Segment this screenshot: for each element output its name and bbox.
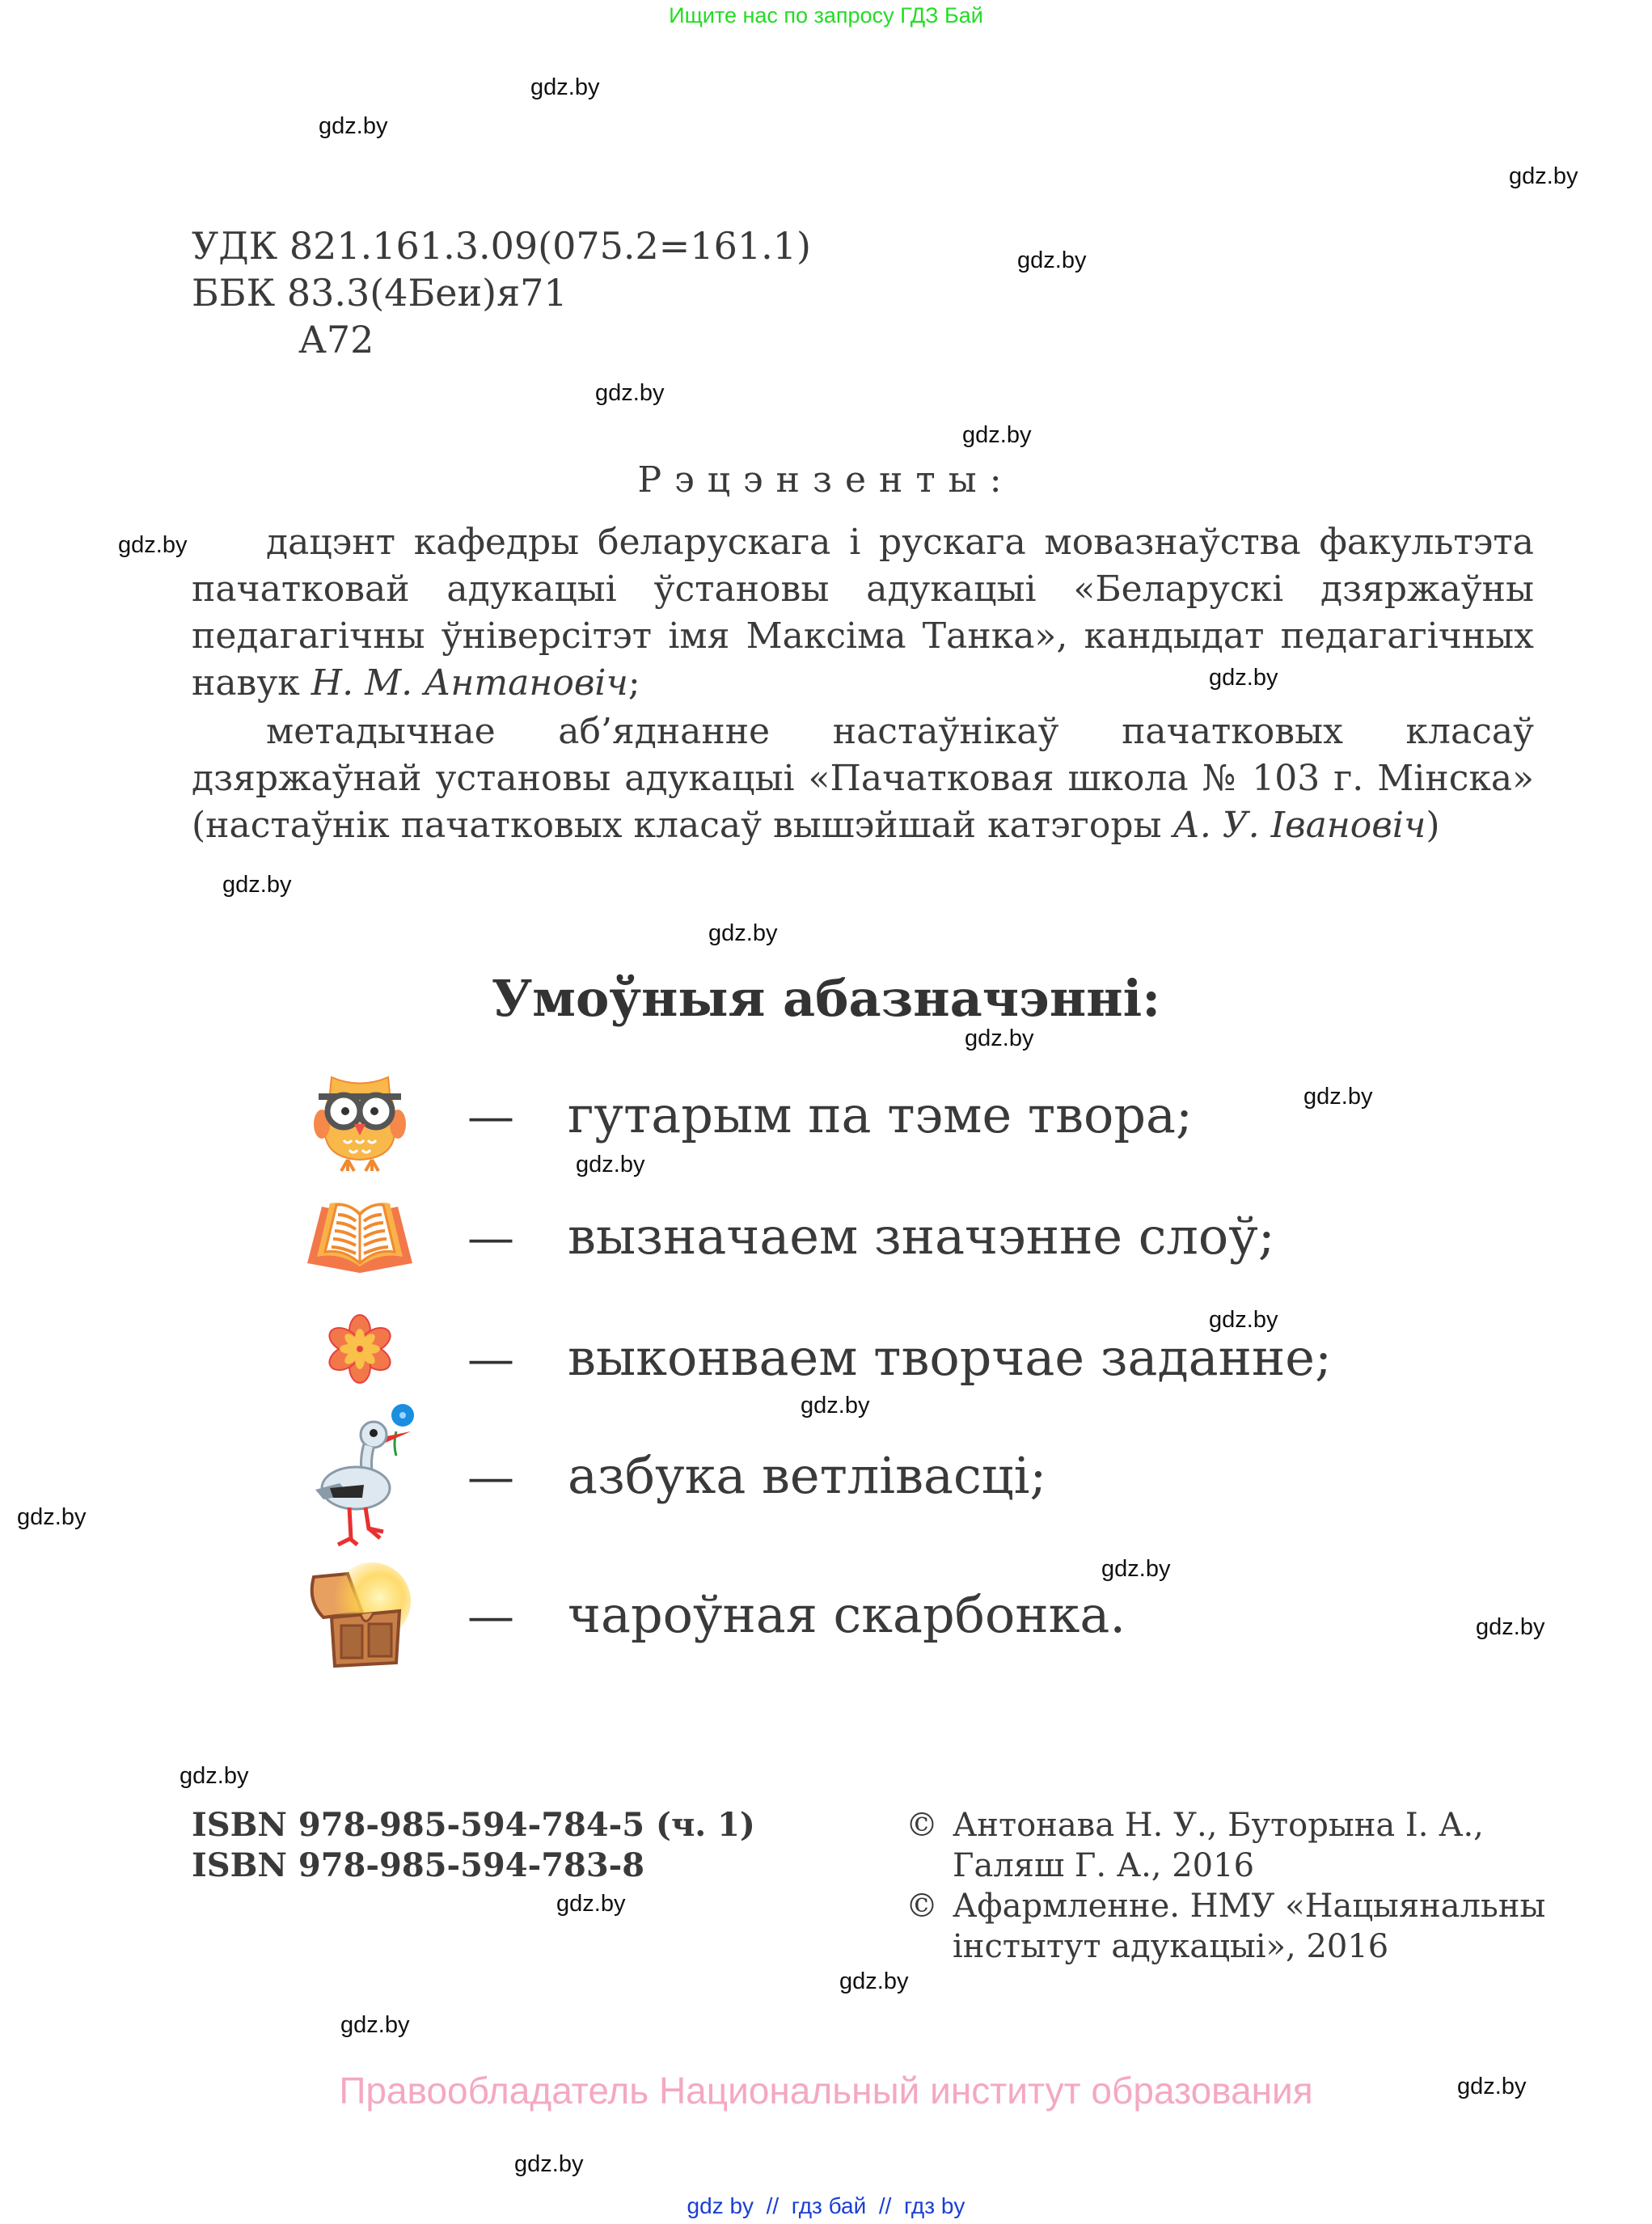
watermark: gdz.by — [839, 1968, 909, 1994]
owl-icon — [299, 1061, 420, 1174]
watermark: gdz.by — [514, 2151, 584, 2177]
watermark: gdz.by — [530, 74, 600, 100]
legend-heading: Умоўныя абазначэнні: — [491, 969, 1161, 1028]
footer-link-gdz-by[interactable]: gdz by — [687, 2193, 754, 2218]
legend-item — [299, 1182, 1512, 1296]
reviewer-1-description: дацэнт кафедры беларускага і рускага мовазнаўства факультэта пачатковай адукацыі ўстановы адукацыі «Беларускі дзяржаўны педагагічны ўніверсітэт імя Максіма Танка», кандыдат педагагічных навук — [192, 522, 1534, 704]
legend-item — [299, 1561, 1512, 1674]
reviewer-1-name: Н. М. Антановіч — [311, 662, 628, 704]
watermark: gdz.by — [576, 1152, 645, 1178]
copyright-design-line-2: інстытут адукацыі», 2016 — [953, 1928, 1389, 1965]
search-banner[interactable]: Ищите нас по запросу ГДЗ Бай — [669, 3, 983, 27]
watermark: gdz.by — [1476, 1614, 1545, 1640]
watermark: gdz.by — [801, 1393, 870, 1419]
footer-separator: // — [766, 2193, 780, 2218]
legend-dash: — — [467, 1089, 514, 1144]
watermark: gdz.by — [1101, 1556, 1171, 1582]
footer-separator: // — [878, 2193, 892, 2218]
rightsholder-notice: Правообладатель Национальный институт образования — [339, 2070, 1313, 2112]
reviewer-paragraph-2 — [192, 708, 1534, 849]
legend-item — [299, 1399, 1512, 1553]
isbn-block — [192, 1805, 755, 1886]
watermark: gdz.by — [340, 2012, 410, 2038]
footer-links — [0, 2193, 1652, 2219]
copyright-block — [906, 1805, 1545, 1967]
copyright-authors-line-2: Галяш Г. А., 2016 — [953, 1847, 1255, 1884]
open-book-icon — [299, 1182, 420, 1296]
watermark: gdz.by — [222, 872, 292, 898]
watermark: gdz.by — [1209, 1307, 1278, 1333]
classification-codes — [192, 222, 811, 363]
legend-text: гутарым па тэме твора; — [568, 1085, 1193, 1144]
copyright-symbol: © — [906, 1888, 938, 1925]
copyright-symbol: © — [906, 1807, 938, 1844]
reviewer-2-description: метадычнае аб’яднанне настаўнікаў пачатковых класаў дзяржаўнай установы адукацыі «Пачатковая школа № 103 г. Мінска» (настаўнік пачатковых класаў вышэйшай катэгоры — [192, 711, 1534, 846]
copyright-authors-line-1: Антонава Н. У., Буторына І. А., — [953, 1807, 1484, 1844]
bbk-code: ББК 83.3(4Беи)я71 — [192, 271, 568, 315]
punctuation: ; — [627, 662, 640, 704]
watermark: gdz.by — [319, 113, 388, 139]
legend-text: чароўная скарбонка. — [568, 1585, 1126, 1644]
reviewer-paragraph-1 — [192, 519, 1534, 707]
watermark: gdz.by — [180, 1763, 249, 1789]
udk-code: УДК 821.161.3.09(075.2=161.1) — [192, 224, 811, 268]
legend-text: азбука ветлівасці; — [568, 1446, 1047, 1505]
copyright-design-line-1: Афармленне. НМУ «Нацыянальны — [953, 1888, 1546, 1925]
watermark: gdz.by — [1457, 2074, 1527, 2099]
isbn-set: ISBN 978-985-594-783-8 — [192, 1846, 645, 1884]
legend-dash: — — [467, 1331, 514, 1386]
footer-link-gdz-bai[interactable]: гдз бай — [791, 2193, 867, 2218]
legend-text: выконваем творчае заданне; — [568, 1328, 1332, 1387]
watermark: gdz.by — [962, 422, 1032, 448]
legend-dash: — — [467, 1210, 514, 1265]
legend-dash: — — [467, 1588, 514, 1643]
watermark: gdz.by — [1017, 247, 1087, 273]
watermark: gdz.by — [965, 1025, 1034, 1051]
footer-link-gdz-by-cyr[interactable]: гдз by — [903, 2193, 965, 2218]
legend-dash: — — [467, 1449, 514, 1504]
treasure-chest-icon — [299, 1561, 420, 1674]
watermark: gdz.by — [556, 1891, 626, 1917]
author-mark: А72 — [298, 318, 374, 362]
reviewers-heading: Рэцэнзенты: — [637, 459, 1015, 501]
watermark: gdz.by — [708, 920, 778, 946]
punctuation: ) — [1426, 805, 1440, 846]
watermark: gdz.by — [1303, 1084, 1373, 1110]
isbn-part-1: ISBN 978-985-594-784-5 (ч. 1) — [192, 1806, 755, 1844]
watermark: gdz.by — [1209, 665, 1278, 691]
watermark: gdz.by — [17, 1504, 87, 1530]
watermark: gdz.by — [1509, 163, 1578, 189]
legend-item — [299, 1061, 1512, 1174]
watermark: gdz.by — [118, 532, 188, 558]
legend-text: вызначаем значэнне слоў; — [568, 1207, 1275, 1266]
reviewer-2-name: А. У. Івановіч — [1172, 805, 1426, 846]
stork-icon — [299, 1399, 420, 1553]
watermark: gdz.by — [595, 380, 665, 406]
